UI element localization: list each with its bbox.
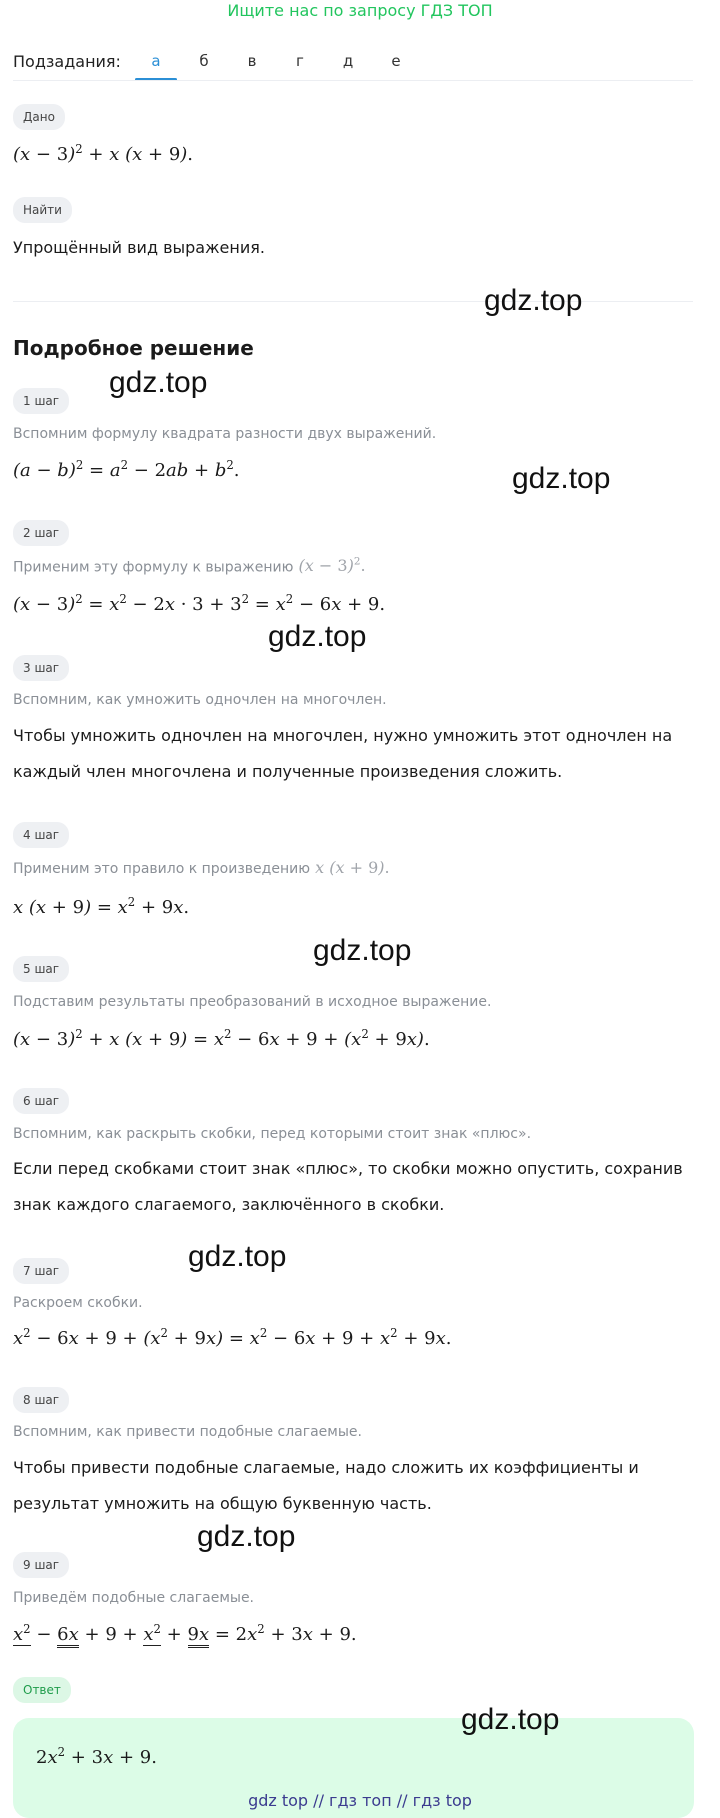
- footer-link[interactable]: гдз топ: [329, 1791, 392, 1810]
- step-text-line: Чтобы умножить одночлен на многочлен, нужно умножить этот одночлен на: [13, 726, 673, 745]
- divider: [13, 80, 693, 81]
- step-formula: x $(x + 9) = x^2 + 9x$.: [13, 895, 190, 918]
- step-formula: $(x - 3)^2 = x^2 - 2x \cdot 3 + 3^2 = x^2 - 6x + 9$.: [13, 592, 386, 615]
- step-badge: 8 шаг: [13, 1387, 69, 1413]
- step-description: Вспомним формулу квадрата разности двух выражений.: [13, 426, 437, 442]
- step-description: Вспомним, как раскрыть скобки, перед которыми стоит знак «плюс».: [13, 1126, 532, 1142]
- watermark: gdz.top: [512, 462, 611, 495]
- given-badge: Дано: [13, 104, 65, 130]
- step-description-row: [13, 858, 390, 877]
- step-description-row: [13, 556, 366, 575]
- tab-a[interactable]: а: [151, 52, 161, 70]
- watermark: gdz.top: [313, 934, 412, 967]
- step-description-math: $(x - 3)^2$.: [298, 556, 366, 576]
- search-banner: Ищите нас по запросу ГДЗ ТОП: [227, 1, 493, 20]
- watermark: gdz.top: [461, 1703, 560, 1736]
- step-description: Вспомним, как умножить одночлен на многочлен.: [13, 692, 387, 708]
- step-description: Применим это правило к произведению: [13, 861, 310, 877]
- step-description: Раскроем скобки.: [13, 1295, 143, 1311]
- tab-b[interactable]: б: [199, 52, 209, 70]
- footer-links: [0, 1791, 720, 1810]
- tab-e[interactable]: е: [391, 52, 401, 70]
- footer-separator: //: [396, 1791, 408, 1810]
- step-description: Подставим результаты преобразований в исходное выражение.: [13, 994, 492, 1010]
- watermark: gdz.top: [197, 1520, 296, 1553]
- watermark: gdz.top: [268, 620, 367, 653]
- step-description: Приведём подобные слагаемые.: [13, 1590, 255, 1606]
- step-text-line: результат умножить на общую буквенную часть.: [13, 1494, 432, 1513]
- given-expression: $(x - 3)^2 + x$ (x + 9).: [13, 142, 194, 165]
- step-formula: $(x - 3)^2 + x$ $(x + 9) = x^2 - 6x + 9 + (x^2 + 9x)$.: [13, 1027, 430, 1050]
- tab-v[interactable]: в: [247, 52, 257, 70]
- step-badge: 1 шаг: [13, 388, 69, 414]
- step-text-line: знак каждого слагаемого, заключённого в скобки.: [13, 1195, 445, 1214]
- step-badge: 6 шаг: [13, 1088, 69, 1114]
- step-description: Вспомним, как привести подобные слагаемые.: [13, 1424, 362, 1440]
- step-text-line: Если перед скобками стоит знак «плюс», то скобки можно опустить, сохранив: [13, 1159, 683, 1178]
- find-text: Упрощённый вид выражения.: [13, 238, 265, 257]
- tab-d[interactable]: д: [342, 52, 354, 70]
- footer-link[interactable]: гдз top: [412, 1791, 472, 1810]
- footer-link[interactable]: gdz top: [248, 1791, 309, 1810]
- step-badge: 3 шаг: [13, 655, 69, 681]
- watermark: gdz.top: [188, 1240, 287, 1273]
- step-formula: $(a - b)^2 = a^2 - 2ab + b^2$.: [13, 458, 240, 481]
- solution-title: Подробное решение: [13, 336, 254, 360]
- step-badge: 4 шаг: [13, 822, 69, 848]
- step-formula: $x^2 - 6x + 9 + x^2 + 9x = 2x^2 + 3x + 9$.: [13, 1622, 357, 1645]
- divider: [13, 301, 693, 302]
- step-badge: 9 шаг: [13, 1552, 69, 1578]
- answer-formula: $2x^2 + 3x + 9$.: [36, 1745, 157, 1768]
- subtasks-label: Подзадания:: [13, 52, 121, 71]
- step-badge: 5 шаг: [13, 956, 69, 982]
- footer-separator: //: [313, 1791, 324, 1810]
- watermark: gdz.top: [484, 284, 583, 317]
- step-badge: 7 шаг: [13, 1258, 69, 1284]
- step-text-line: каждый член многочлена и полученные произведения сложить.: [13, 762, 563, 781]
- step-text-line: Чтобы привести подобные слагаемые, надо сложить их коэффициенты и: [13, 1458, 639, 1477]
- step-badge: 2 шаг: [13, 520, 69, 546]
- tab-g[interactable]: г: [296, 52, 304, 70]
- answer-badge: Ответ: [13, 1677, 71, 1703]
- step-description-math: x (x + 9).: [315, 858, 390, 877]
- find-badge: Найти: [13, 197, 72, 223]
- watermark: gdz.top: [109, 366, 208, 399]
- step-formula: $x^2 - 6x + 9 + (x^2 + 9x) = x^2 - 6x + 9 + x^2 + 9x$.: [13, 1326, 452, 1349]
- step-description: Применим эту формулу к выражению: [13, 559, 294, 576]
